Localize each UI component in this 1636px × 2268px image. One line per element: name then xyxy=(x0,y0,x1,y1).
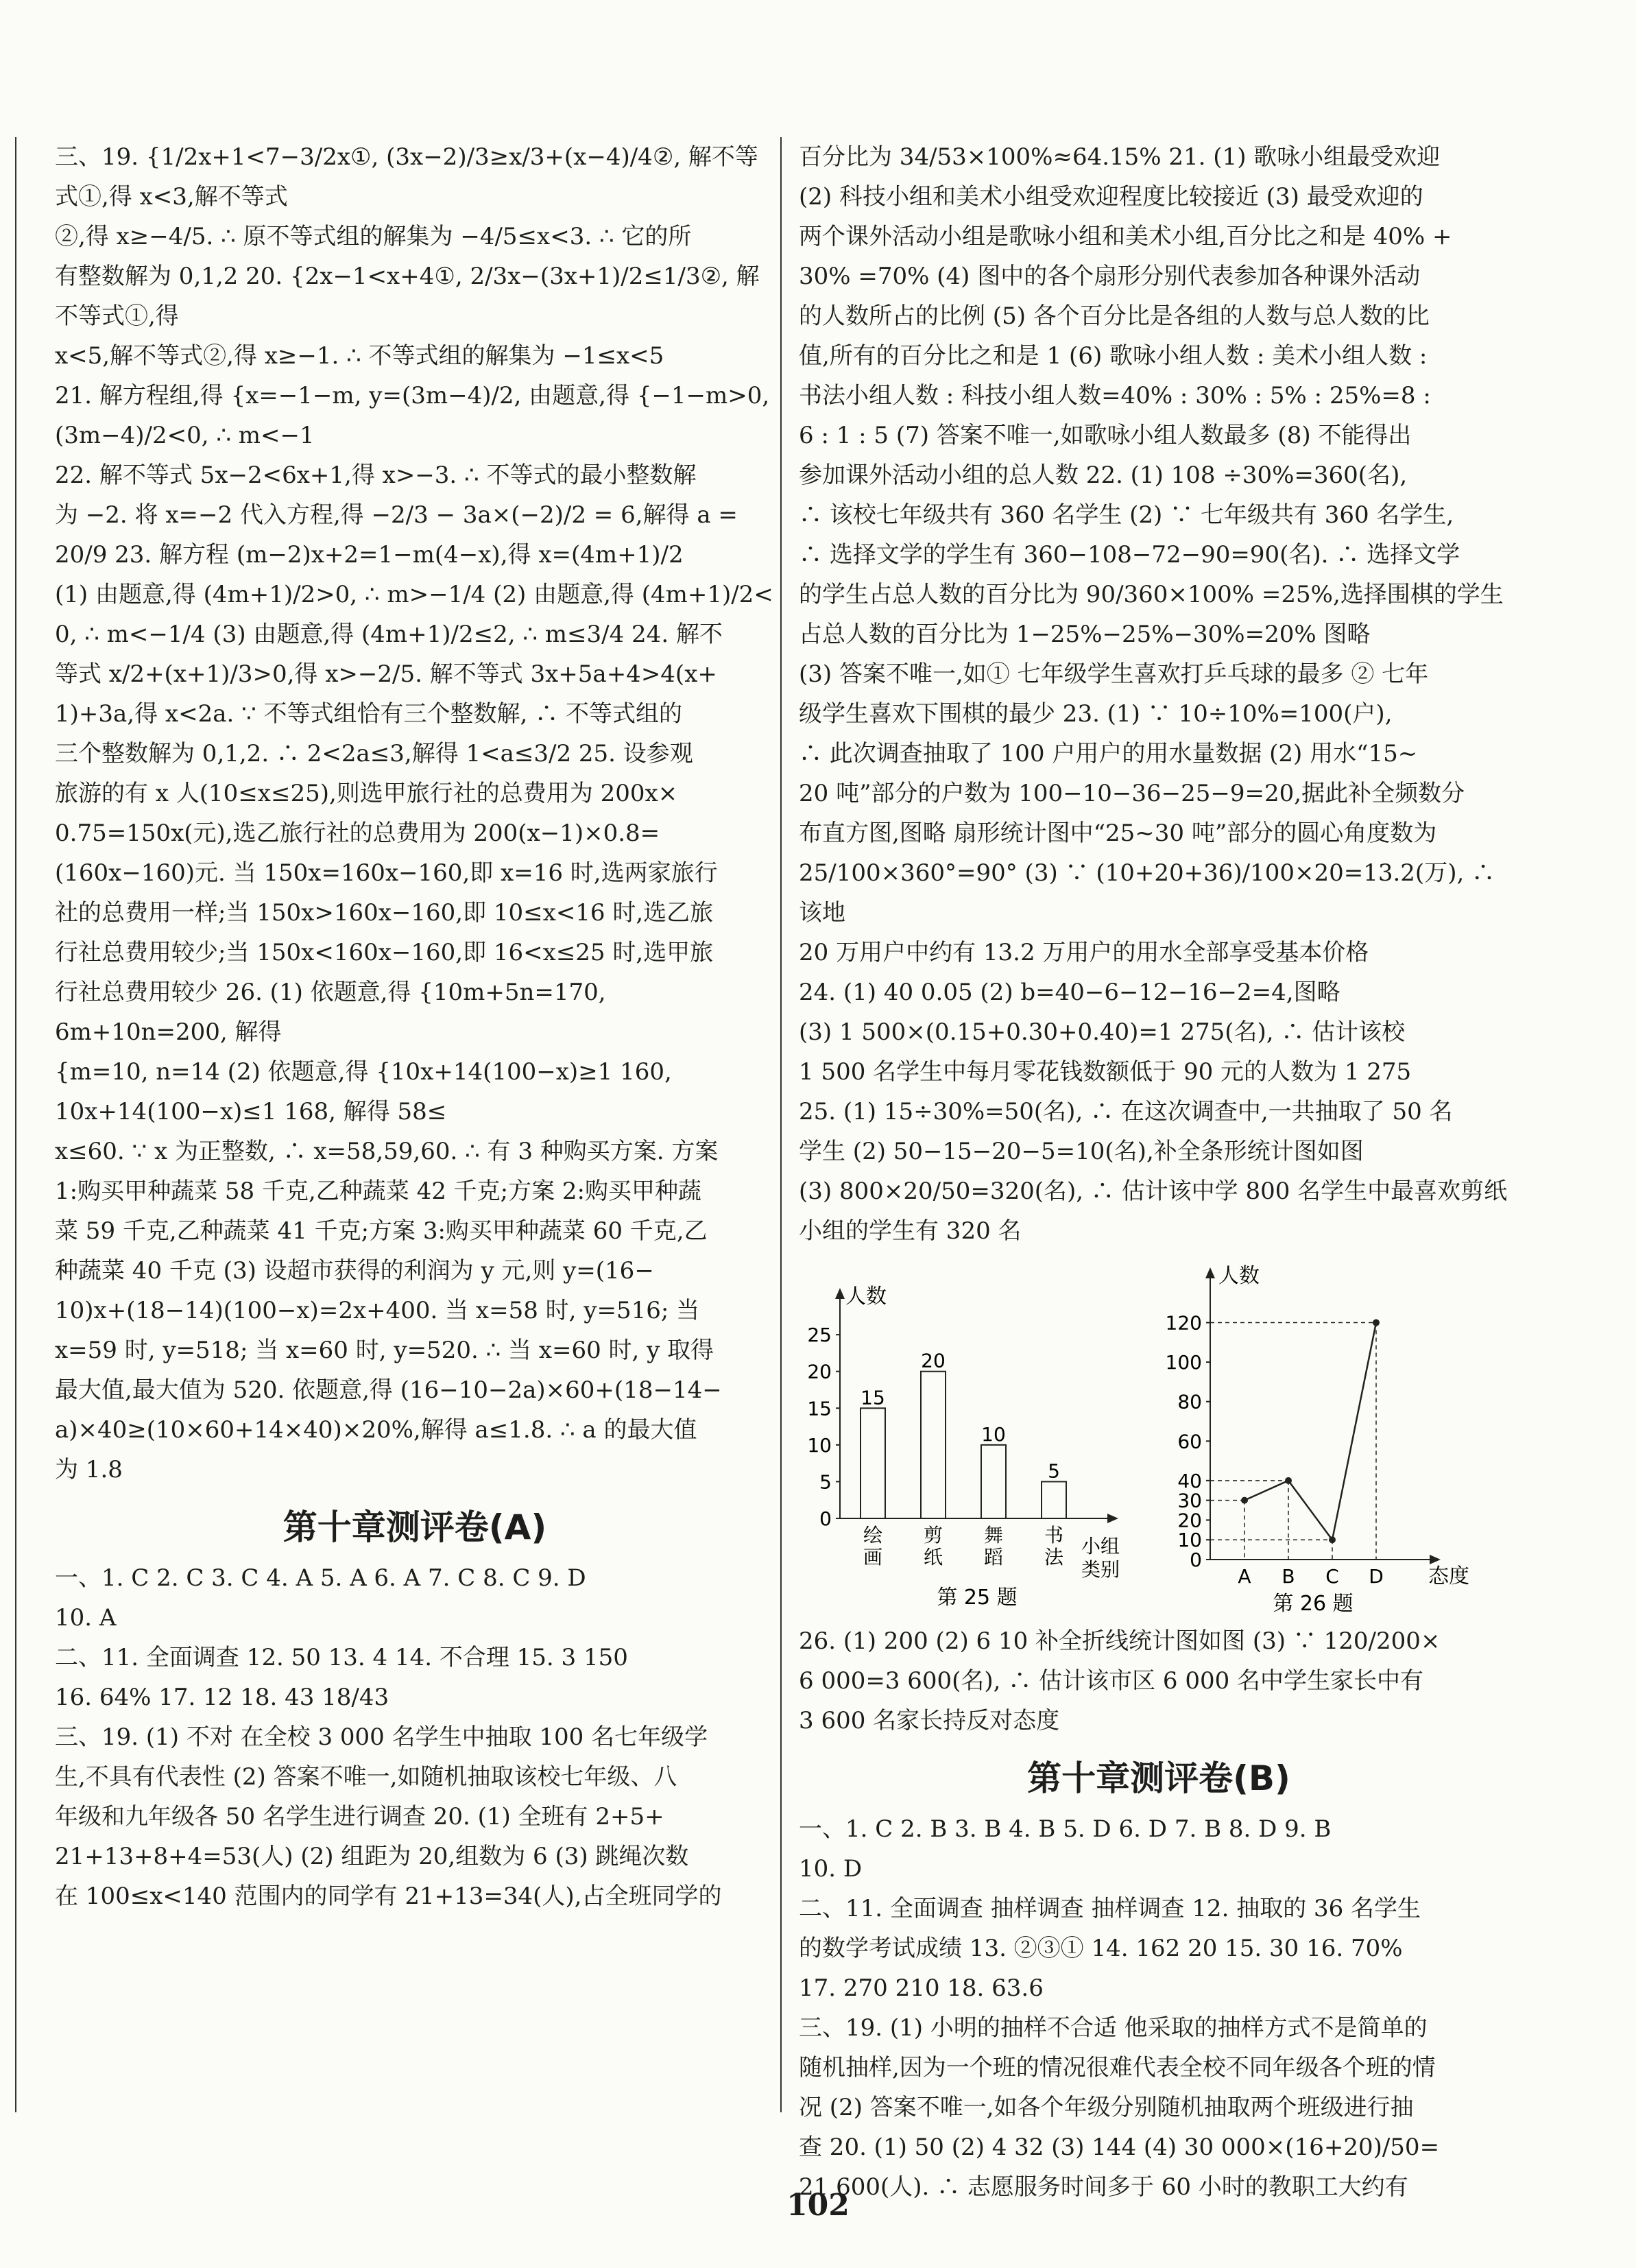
x-axis-arrow xyxy=(1430,1555,1441,1564)
answer-line: 两个课外活动小组是歌咏小组和美术小组,百分比之和是 40% + xyxy=(799,223,1452,250)
y-tick-label: 80 xyxy=(1177,1390,1202,1413)
answer-line: (3) 答案不唯一,如① 七年级学生喜欢打乒乓球的最多 ② 七年 xyxy=(799,660,1429,688)
data-point xyxy=(1329,1536,1336,1543)
left-margin-rule xyxy=(15,137,16,2112)
answer-line: 随机抽样,因为一个班的情况很难代表全校不同年级各个班的情 xyxy=(799,2054,1436,2081)
y-tick-label: 60 xyxy=(1177,1430,1202,1453)
answer-line: 三个整数解为 0,1,2. ∴ 2<2a≤3,解得 1<a≤3/2 25. 设参观 xyxy=(55,740,693,767)
y-tick-label: 15 xyxy=(807,1397,832,1420)
answer-line: ∴ 选择文学的学生有 360−108−72−90=90(名). ∴ 选择文学 xyxy=(799,541,1460,569)
charts-area xyxy=(799,1258,1519,1614)
answer-line: 21 600(人). ∴ 志愿服务时间多于 60 小时的教职工大约有 xyxy=(799,2173,1408,2201)
y-tick-label: 20 xyxy=(1177,1509,1202,1532)
category-label: A xyxy=(1238,1565,1251,1588)
answer-line: 一、1. C 2. B 3. B 4. B 5. D 6. D 7. B 8. D 9. B xyxy=(799,1815,1332,1843)
answer-line: (2) 科技小组和美术小组受欢迎程度比较接近 (3) 最受欢迎的 xyxy=(799,183,1423,211)
answer-line: 10. D xyxy=(799,1855,863,1883)
answer-line: 为 −2. 将 x=−2 代入方程,得 −2/3 − 3a×(−2)/2 = 6,解得 a = xyxy=(55,501,738,529)
answer-line: a)×40≥(10×60+14×40)×20%,解得 a≤1.8. ∴ a 的最大值 xyxy=(55,1416,697,1444)
right-answer-block-2 xyxy=(799,1621,1519,1741)
answer-line: 二、11. 全面调查 12. 50 13. 4 14. 不合理 15. 3 150 xyxy=(55,1644,628,1671)
answer-line: 10. A xyxy=(55,1604,117,1632)
answer-line: 16. 64% 17. 12 18. 43 18/43 xyxy=(55,1684,389,1711)
answer-line: 25. (1) 15÷30%=50(名), ∴ 在这次调查中,一共抽取了 50 名 xyxy=(799,1098,1453,1125)
answer-line: 百分比为 34/53×100%≈64.15% 21. (1) 歌咏小组最受欢迎 xyxy=(799,143,1441,171)
y-tick-label: 20 xyxy=(807,1360,832,1383)
answer-line: x=59 时, y=518; 当 x=60 时, y=520. ∴ 当 x=60 时, y 取得 xyxy=(55,1337,714,1364)
y-tick-label: 10 xyxy=(807,1433,832,1457)
answer-line: 6 : 1 : 5 (7) 答案不唯一,如歌咏小组人数最多 (8) 不能得出 xyxy=(799,422,1412,449)
answer-line: (160x−160)元. 当 150x=160x−160,即 x=16 时,选两家旅行 xyxy=(55,859,718,887)
answer-line: 1:购买甲种蔬菜 58 千克,乙种蔬菜 42 千克;方案 2:购买甲种蔬 xyxy=(55,1178,702,1205)
answer-line: 生,不具有代表性 (2) 答案不唯一,如随机抽取该校七年级、八 xyxy=(55,1763,677,1791)
answer-line: 20/9 23. 解方程 (m−2)x+2=1−m(4−x),得 x=(4m+1)/2 xyxy=(55,541,684,569)
answer-line: 30% =70% (4) 图中的各个扇形分别代表参加各种课外活动 xyxy=(799,263,1421,290)
series-line xyxy=(1244,1323,1376,1540)
right-column xyxy=(799,137,1519,2207)
answer-line: 26. (1) 200 (2) 6 10 补全折线统计图如图 (3) ∵ 120/200× xyxy=(799,1627,1441,1655)
y-tick-label: 10 xyxy=(1177,1529,1202,1552)
right-answer-block-3 xyxy=(799,1809,1519,2207)
answer-line: ②,得 x≥−4/5. ∴ 原不等式组的解集为 −4/5≤x<3. ∴ 它的所 xyxy=(55,223,692,250)
y-axis-arrow xyxy=(1205,1267,1215,1278)
answer-line: (3) 1 500×(0.15+0.30+0.40)=1 275(名), ∴ 估计该校 xyxy=(799,1018,1406,1046)
answer-line: 三、19. (1) 不对 在全校 3 000 名学生中抽取 100 名七年级学 xyxy=(55,1723,708,1751)
line-chart-q26 xyxy=(1155,1258,1498,1614)
answer-line: 参加课外活动小组的总人数 22. (1) 108 ÷30%=360(名), xyxy=(799,462,1408,489)
answer-line: 二、11. 全面调查 抽样调查 抽样调查 12. 抽取的 36 名学生 xyxy=(799,1895,1421,1922)
column-divider xyxy=(780,137,782,2112)
y-axis-label: 人数 xyxy=(845,1285,887,1309)
y-tick-label: 25 xyxy=(807,1324,832,1347)
y-tick-label: 120 xyxy=(1165,1311,1202,1335)
right-answer-block xyxy=(799,137,1519,1251)
category-label: C xyxy=(1325,1565,1339,1588)
bar-value-label: 20 xyxy=(921,1349,946,1372)
bar xyxy=(1042,1481,1066,1518)
y-tick-label: 5 xyxy=(819,1470,832,1494)
answer-line: 社的总费用一样;当 150x>160x−160,即 10≤x<16 时,选乙旅 xyxy=(55,899,714,927)
answer-line: 的数学考试成绩 13. ②③① 14. 162 20 15. 30 16. 70% xyxy=(799,1935,1403,1962)
answer-line: (3) 800×20/50=320(名), ∴ 估计该中学 800 名学生中最喜欢剪纸 xyxy=(799,1178,1508,1205)
category-label-char: 画 xyxy=(863,1546,883,1568)
bar xyxy=(861,1408,885,1518)
category-label-char: 剪 xyxy=(923,1524,943,1547)
bar-value-label: 5 xyxy=(1048,1459,1060,1483)
x-axis-label-1: 小组 xyxy=(1081,1535,1120,1557)
answer-line: 菜 59 千克,乙种蔬菜 41 千克;方案 3:购买甲种蔬菜 60 千克,乙 xyxy=(55,1217,708,1245)
answer-line: 况 (2) 答案不唯一,如各个年级分别随机抽取两个班级进行抽 xyxy=(799,2094,1414,2121)
chapter-heading-a: 第十章测评卷(A) xyxy=(282,1507,547,1547)
x-axis-label: 态度 xyxy=(1428,1564,1469,1588)
answer-line: (1) 由题意,得 (4m+1)/2>0, ∴ m>−1/4 (2) 由题意,得 (4m+1)/2< xyxy=(55,581,773,608)
left-answer-block xyxy=(55,137,775,1490)
answer-line: 20 万用户中约有 13.2 万用户的用水全部享受基本价格 xyxy=(799,939,1369,966)
category-label-char: 蹈 xyxy=(983,1546,1004,1568)
bar-value-label: 10 xyxy=(981,1422,1006,1446)
page-number: 102 xyxy=(786,2188,850,2223)
category-label-char: 书 xyxy=(1044,1524,1064,1547)
y-tick-label: 30 xyxy=(1177,1489,1202,1512)
data-point xyxy=(1285,1477,1292,1484)
answer-line: 占总人数的百分比为 1−25%−25%−30%=20% 图略 xyxy=(799,621,1371,648)
answer-line: 17. 270 210 18. 63.6 xyxy=(799,1974,1044,2002)
y-axis-label: 人数 xyxy=(1218,1264,1260,1288)
answer-line: 24. (1) 40 0.05 (2) b=40−6−12−16−2=4,图略 xyxy=(799,979,1340,1006)
category-label-char: 舞 xyxy=(983,1524,1004,1547)
answer-line: 的学生占总人数的百分比为 90/360×100% =25%,选择围棋的学生 xyxy=(799,581,1504,608)
y-tick-label: 100 xyxy=(1165,1351,1202,1374)
answer-line: 级学生喜欢下围棋的最少 23. (1) ∵ 10÷10%=100(户), xyxy=(799,700,1393,728)
answer-line: 21. 解方程组,得 {x=−1−m, y=(3m−4)/2, 由题意,得 {−1−m>0, (3m−4)/2<0, ∴ m<−1 xyxy=(55,382,770,449)
y-axis-arrow xyxy=(835,1288,845,1299)
answer-line: ∴ 此次调查抽取了 100 户用户的用水量数据 (2) 用水“15~ xyxy=(799,740,1418,767)
answer-line: 10)x+(18−14)(100−x)=2x+400. 当 x=58 时, y=516; 当 xyxy=(55,1297,700,1324)
category-label-char: 绘 xyxy=(863,1524,883,1547)
answer-line: 一、1. C 2. C 3. C 4. A 5. A 6. A 7. C 8. C 9. D xyxy=(55,1564,586,1592)
answer-line: 1 500 名学生中每月零花钱数额低于 90 元的人数为 1 275 xyxy=(799,1058,1412,1086)
x-axis-label-2: 类别 xyxy=(1081,1558,1120,1581)
answer-line: 三、19. (1) 小明的抽样不合适 他采取的抽样方式不是简单的 xyxy=(799,2014,1428,2042)
y-tick-label: 0 xyxy=(819,1507,832,1530)
chart-title: 第 26 题 xyxy=(1273,1592,1354,1614)
category-label-char: 法 xyxy=(1044,1546,1064,1568)
answer-line: 行社总费用较少 26. (1) 依题意,得 {10m+5n=170, 6m+10n=200, 解得 xyxy=(55,979,606,1046)
data-point xyxy=(1373,1320,1380,1326)
answer-line: 20 吨”部分的户数为 100−10−36−25−9=20,据此补全频数分 xyxy=(799,780,1465,807)
bar xyxy=(921,1372,946,1518)
answer-line: 布直方图,图略 扇形统计图中“25~30 吨”部分的圆心角度数为 xyxy=(799,820,1437,847)
answer-line: 21+13+8+4=53(人) (2) 组距为 20,组数为 6 (3) 跳绳次数 xyxy=(55,1843,689,1870)
answer-line: 旅游的有 x 人(10≤x≤25),则选甲旅行社的总费用为 200x× xyxy=(55,780,678,807)
left-column xyxy=(55,137,775,1916)
bar-value-label: 15 xyxy=(861,1386,885,1409)
answer-line: 在 100≤x<140 范围内的同学有 21+13=34(人),占全班同学的 xyxy=(55,1883,722,1910)
answer-line: 22. 解不等式 5x−2<6x+1,得 x>−3. ∴ 不等式的最小整数解 xyxy=(55,462,697,489)
answer-line: 最大值,最大值为 520. 依题意,得 (16−10−2a)×60+(18−14− xyxy=(55,1376,722,1404)
answer-line: 3 600 名家长持反对态度 xyxy=(799,1707,1060,1734)
data-point xyxy=(1241,1497,1248,1504)
bar xyxy=(981,1445,1006,1518)
answer-line: 小组的学生有 320 名 xyxy=(799,1217,1022,1245)
answer-line: 25/100×360°=90° (3) ∵ (10+20+36)/100×20=13.2(万), ∴ 该地 xyxy=(799,859,1495,927)
chapter-heading-b: 第十章测评卷(B) xyxy=(1027,1758,1290,1798)
y-tick-label: 0 xyxy=(1190,1549,1202,1571)
left-answer-block-2 xyxy=(55,1558,775,1916)
answer-line: 书法小组人数 : 科技小组人数=40% : 30% : 5% : 25%=8 : xyxy=(799,382,1431,409)
answer-line: 年级和九年级各 50 名学生进行调查 20. (1) 全班有 2+5+ xyxy=(55,1803,664,1830)
category-label: B xyxy=(1282,1565,1295,1588)
answer-line: 三、19. {1/2x+1<7−3/2x①, (3x−2)/3≥x/3+(x−4)/4②, 解不等式①,得 x<3,解不等式 xyxy=(55,143,758,211)
answer-line: x<5,解不等式②,得 x≥−1. ∴ 不等式组的解集为 −1≤x<5 xyxy=(55,342,664,370)
category-label: D xyxy=(1369,1565,1384,1588)
answer-line: 的人数所占的比例 (5) 各个百分比是各组的人数与总人数的比 xyxy=(799,302,1430,330)
answer-line: 种蔬菜 40 千克 (3) 设超市获得的利润为 y 元,则 y=(16− xyxy=(55,1257,654,1285)
answer-line: 有整数解为 0,1,2 20. {2x−1<x+4①, 2/3x−(3x+1)/2≤1/3②, 解不等式①,得 xyxy=(55,263,760,330)
answer-line: 0.75=150x(元),选乙旅行社的总费用为 200(x−1)×0.8= xyxy=(55,820,660,847)
y-tick-label: 40 xyxy=(1177,1469,1202,1492)
answer-line: ∴ 该校七年级共有 360 名学生 (2) ∵ 七年级共有 360 名学生, xyxy=(799,501,1454,529)
chart-title: 第 25 题 xyxy=(937,1586,1018,1610)
bar-chart-q25 xyxy=(799,1258,1142,1614)
x-axis-arrow xyxy=(1107,1514,1118,1523)
answer-line: 0, ∴ m<−1/4 (3) 由题意,得 (4m+1)/2≤2, ∴ m≤3/4 24. 解不 xyxy=(55,621,723,648)
answer-line: 学生 (2) 50−15−20−5=10(名),补全条形统计图如图 xyxy=(799,1138,1364,1165)
category-label-char: 纸 xyxy=(923,1546,943,1568)
answer-line: 为 1.8 xyxy=(55,1456,123,1483)
answer-line: 6 000=3 600(名), ∴ 估计该市区 6 000 名中学生家长中有 xyxy=(799,1667,1424,1695)
answer-line: 查 20. (1) 50 (2) 4 32 (3) 144 (4) 30 000×(16+20)/50= xyxy=(799,2134,1440,2161)
answer-line: x≤60. ∵ x 为正整数, ∴ x=58,59,60. ∴ 有 3 种购买方案. 方案 xyxy=(55,1138,719,1165)
answer-line: 行社总费用较少;当 150x<160x−160,即 16<x≤25 时,选甲旅 xyxy=(55,939,714,966)
answer-line: 值,所有的百分比之和是 1 (6) 歌咏小组人数 : 美术小组人数 : xyxy=(799,342,1428,370)
answer-line: 等式 x/2+(x+1)/3>0,得 x>−2/5. 解不等式 3x+5a+4>4(x+ xyxy=(55,660,717,688)
answer-line: {m=10, n=14 (2) 依题意,得 {10x+14(100−x)≥1 160, 10x+14(100−x)≤1 168, 解得 58≤ xyxy=(55,1058,672,1125)
answer-line: 1)+3a,得 x<2a. ∵ 不等式组恰有三个整数解, ∴ 不等式组的 xyxy=(55,700,682,728)
